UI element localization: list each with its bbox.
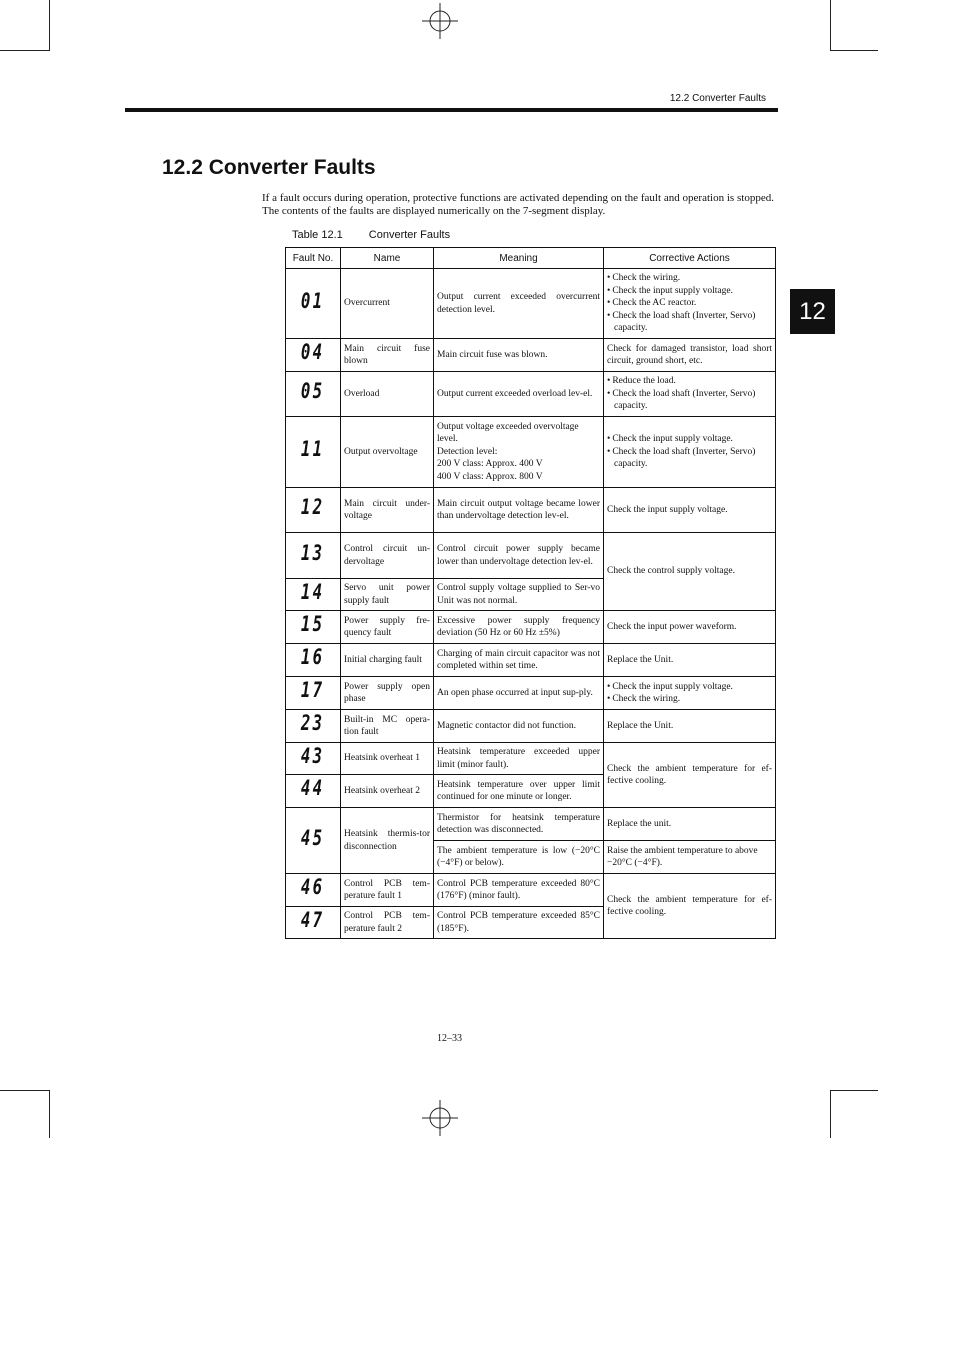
seven-segment-display: 46	[301, 875, 325, 900]
header-name: Name	[341, 248, 434, 269]
page-number: 12–33	[437, 1033, 462, 1044]
table-row	[286, 808, 776, 841]
fault-meaning: The ambient temperature is low (−20°C (−4°F) or below).	[434, 841, 604, 874]
fault-code	[286, 611, 341, 644]
fault-code	[286, 907, 341, 939]
seven-segment-display: 43	[301, 743, 325, 768]
seven-segment-display: 11	[301, 437, 325, 462]
corrective-actions	[604, 417, 776, 488]
corrective-actions	[604, 677, 776, 710]
fault-meaning: Control supply voltage supplied to Ser-vo Unit was not normal.	[434, 579, 604, 611]
fault-code	[286, 417, 341, 488]
fault-name: Main circuit under-voltage	[341, 488, 434, 533]
seven-segment-display: 44	[301, 776, 325, 801]
corrective-actions: Check the input power waveform.	[604, 611, 776, 644]
table-row	[286, 488, 776, 533]
corrective-actions: Replace the unit.	[604, 808, 776, 841]
converter-faults-table	[285, 247, 776, 939]
fault-meaning: Control circuit power supply became lower than undervoltage detection lev-el.	[434, 533, 604, 579]
fault-meaning: Magnetic contactor did not function.	[434, 710, 604, 743]
seven-segment-display: 12	[301, 495, 325, 520]
fault-name: Heatsink overheat 1	[341, 743, 434, 775]
meaning-line: Detection level:	[437, 446, 498, 457]
fault-name: Output overvoltage	[341, 417, 434, 488]
fault-name: Main circuit fuse blown	[341, 339, 434, 372]
intro-paragraph: If a fault occurs during operation, protective functions are activated depending on the fault and operation is stopped. The contents of the faults are displayed numerically on the 7-segment display.	[262, 192, 774, 217]
fault-meaning: Output current exceeded overload lev-el.	[434, 372, 604, 417]
fault-name: Control PCB tem-perature fault 2	[341, 907, 434, 939]
table-row	[286, 874, 776, 907]
fault-code	[286, 710, 341, 743]
table-number: Table 12.1	[292, 229, 343, 241]
table-row	[286, 677, 776, 710]
meaning-line: 200 V class: Approx. 400 V	[437, 459, 543, 470]
fault-name: Heatsink thermis-tor disconnection	[341, 808, 434, 874]
crop-mark	[830, 1090, 878, 1091]
fault-name: Power supply open phase	[341, 677, 434, 710]
running-head: 12.2 Converter Faults	[669, 93, 766, 104]
fault-meaning: Charging of main circuit capacitor was not completed within set time.	[434, 644, 604, 677]
header-rule	[125, 108, 778, 112]
table-row	[286, 533, 776, 579]
fault-code	[286, 372, 341, 417]
table-row	[286, 372, 776, 417]
crop-mark	[49, 1090, 50, 1138]
fault-code	[286, 644, 341, 677]
fault-meaning: Main circuit fuse was blown.	[434, 339, 604, 372]
fault-meaning: Output current exceeded overcurrent detection level.	[434, 269, 604, 339]
meaning-line: 400 V class: Approx. 800 V	[437, 471, 543, 482]
table-row	[286, 417, 776, 488]
crop-mark	[0, 1090, 50, 1091]
seven-segment-display: 14	[301, 579, 325, 604]
fault-code	[286, 808, 341, 874]
fault-name: Heatsink overheat 2	[341, 775, 434, 808]
crop-mark	[830, 0, 831, 50]
table-row	[286, 710, 776, 743]
fault-name: Control circuit un-dervoltage	[341, 533, 434, 579]
fault-name: Power supply fre-quency fault	[341, 611, 434, 644]
registration-mark-bottom	[422, 1100, 458, 1136]
fault-meaning: Main circuit output voltage became lower than undervoltage detection lev-el.	[434, 488, 604, 533]
list-item: • Check the AC reactor.	[607, 297, 772, 309]
corrective-actions: Replace the Unit.	[604, 710, 776, 743]
section-title: 12.2 Converter Faults	[162, 156, 376, 179]
header-fault-no: Fault No.	[286, 248, 341, 269]
fault-code	[286, 677, 341, 710]
seven-segment-display: 16	[301, 645, 325, 670]
fault-name: Built-in MC opera-tion fault	[341, 710, 434, 743]
fault-name: Servo unit power supply fault	[341, 579, 434, 611]
seven-segment-display: 01	[301, 288, 325, 313]
fault-code	[286, 533, 341, 579]
corrective-actions: Check the control supply voltage.	[604, 533, 776, 611]
table-row	[286, 644, 776, 677]
seven-segment-display: 05	[301, 379, 325, 404]
fault-meaning: Excessive power supply frequency deviation (50 Hz or 60 Hz ±5%)	[434, 611, 604, 644]
fault-code	[286, 743, 341, 775]
corrective-actions: Raise the ambient temperature to above −20°C (−4°F).	[604, 841, 776, 874]
fault-meaning: Heatsink temperature exceeded upper limit (minor fault).	[434, 743, 604, 775]
seven-segment-display: 04	[301, 340, 325, 365]
list-item: • Check the input supply voltage.	[607, 285, 772, 297]
fault-code	[286, 874, 341, 907]
table-row	[286, 611, 776, 644]
list-item: • Reduce the load.	[607, 375, 772, 387]
fault-code	[286, 339, 341, 372]
crop-mark	[0, 50, 50, 51]
corrective-actions: Check the ambient temperature for ef-fective cooling.	[604, 874, 776, 939]
crop-mark	[49, 0, 50, 50]
fault-name: Overcurrent	[341, 269, 434, 339]
fault-code	[286, 775, 341, 808]
seven-segment-display: 15	[301, 612, 325, 637]
list-item: • Check the load shaft (Inverter, Servo) capacity.	[607, 446, 772, 471]
fault-meaning: Control PCB temperature exceeded 80°C (176°F) (minor fault).	[434, 874, 604, 907]
fault-meaning	[434, 417, 604, 488]
table-title: Converter Faults	[368, 229, 451, 241]
fault-name: Control PCB tem-perature fault 1	[341, 874, 434, 907]
table-caption	[292, 229, 450, 241]
seven-segment-display: 17	[301, 678, 325, 703]
list-item: • Check the load shaft (Inverter, Servo) capacity.	[607, 388, 772, 413]
table-row	[286, 339, 776, 372]
corrective-actions: Replace the Unit.	[604, 644, 776, 677]
registration-mark-top	[422, 3, 458, 39]
corrective-actions	[604, 372, 776, 417]
table-header-row	[286, 248, 776, 269]
seven-segment-display: 45	[301, 825, 325, 850]
fault-code	[286, 488, 341, 533]
table-row	[286, 743, 776, 775]
seven-segment-display: 47	[301, 907, 325, 932]
list-item: • Check the wiring.	[607, 272, 772, 284]
list-item: • Check the wiring.	[607, 693, 772, 705]
corrective-actions: Check for damaged transistor, load short circuit, ground short, etc.	[604, 339, 776, 372]
corrective-actions: Check the input supply voltage.	[604, 488, 776, 533]
fault-meaning: An open phase occurred at input sup-ply.	[434, 677, 604, 710]
table-row	[286, 269, 776, 339]
fault-name: Overload	[341, 372, 434, 417]
meaning-line: Output voltage exceeded overvoltage level.	[437, 421, 579, 445]
chapter-tab: 12	[790, 289, 835, 334]
crop-mark	[830, 1090, 831, 1138]
corrective-actions: Check the ambient temperature for ef-fective cooling.	[604, 743, 776, 808]
seven-segment-display: 13	[301, 540, 325, 565]
list-item: • Check the load shaft (Inverter, Servo) capacity.	[607, 310, 772, 335]
fault-meaning: Control PCB temperature exceeded 85°C (185°F).	[434, 907, 604, 939]
fault-code	[286, 269, 341, 339]
seven-segment-display: 23	[301, 711, 325, 736]
fault-code	[286, 579, 341, 611]
list-item: • Check the input supply voltage.	[607, 433, 772, 445]
fault-name: Initial charging fault	[341, 644, 434, 677]
list-item: • Check the input supply voltage.	[607, 681, 772, 693]
header-actions: Corrective Actions	[604, 248, 776, 269]
header-meaning: Meaning	[434, 248, 604, 269]
crop-mark	[830, 50, 878, 51]
fault-meaning: Thermistor for heatsink temperature detection was disconnected.	[434, 808, 604, 841]
corrective-actions	[604, 269, 776, 339]
fault-meaning: Heatsink temperature over upper limit continued for one minute or longer.	[434, 775, 604, 808]
